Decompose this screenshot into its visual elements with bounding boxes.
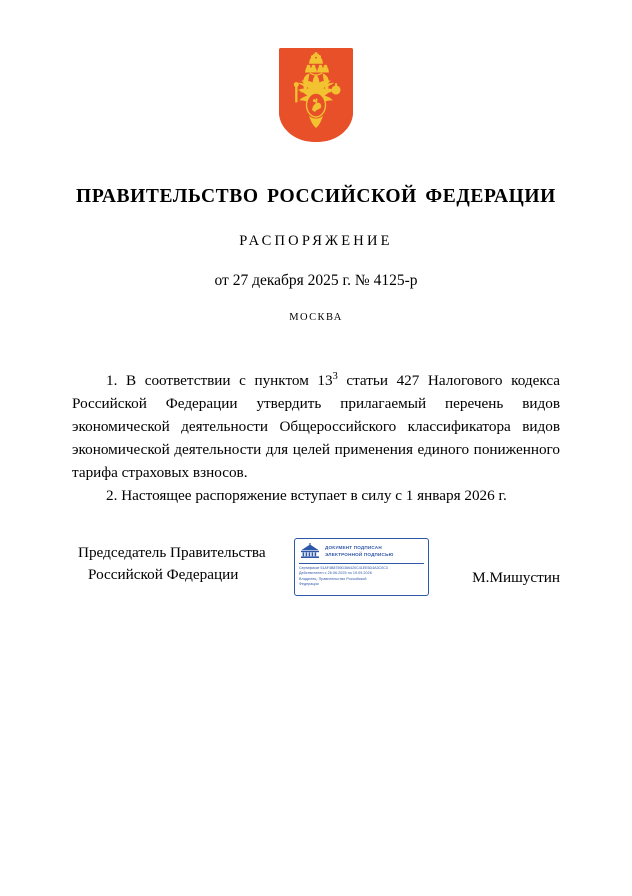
signer-title: [78, 542, 266, 588]
document-number: от 27 декабря 2025 г. № 4125-р: [214, 272, 418, 289]
e-stamp-heading: [325, 545, 394, 557]
document-body: [72, 369, 560, 508]
e-stamp-heading-line1: ДОКУМЕНТ ПОДПИСАН: [325, 545, 382, 551]
e-stamp-validity: Действителен с 26.06.2025 по 19.09.2026: [299, 571, 372, 576]
signer-title-line1: Председатель Правительства: [78, 543, 266, 561]
electronic-signature-stamp: [294, 538, 429, 596]
gosuslugi-emblem-icon: [299, 543, 321, 560]
signature-block: [72, 542, 560, 638]
e-stamp-owner-line1: Владелец: Правительство Российской: [299, 576, 367, 581]
page-title: ПРАВИТЕЛЬСТВО РОССИЙСКОЙ ФЕДЕРАЦИИ: [76, 186, 556, 207]
paragraph-2: 2. Настоящее распоряжение вступает в силу с 1 января 2026 г.: [106, 487, 507, 505]
signer-name: М.Мишустин: [472, 568, 560, 586]
paragraph-1: [72, 369, 560, 484]
signer-title-line2: Российской Федерации: [88, 566, 239, 584]
e-stamp-header: [299, 542, 424, 562]
russian-coat-of-arms-icon: [279, 48, 353, 142]
e-stamp-heading-line2: ЭЛЕКТРОННОЙ ПОДПИСЬЮ: [325, 551, 394, 557]
e-stamp-details: [299, 566, 424, 588]
e-stamp-certificate: Сертификат 51АF4В8759D36К420С41ЕЕ5D4А3С0С3: [299, 565, 388, 570]
e-stamp-divider: [299, 563, 424, 564]
e-stamp-owner-line2: Федерации: [299, 582, 319, 587]
paragraph-1-text-after: статьи 427 Налогового кодекса Российской Федерации утвердить прилагаемый перечень видов экономической деятельности Общероссийского классификатора видов экономической деятельности для целей применения единого пониженного тарифа страховых взносов.: [72, 372, 560, 482]
paragraph-1-text-before: 1. В соответствии с пунктом 13: [106, 372, 333, 389]
coat-of-arms-container: [72, 0, 560, 142]
paragraph-1-superscript: 3: [332, 370, 338, 382]
document-city: МОСКВА: [289, 312, 343, 323]
document-type: РАСПОРЯЖЕНИЕ: [239, 233, 393, 249]
